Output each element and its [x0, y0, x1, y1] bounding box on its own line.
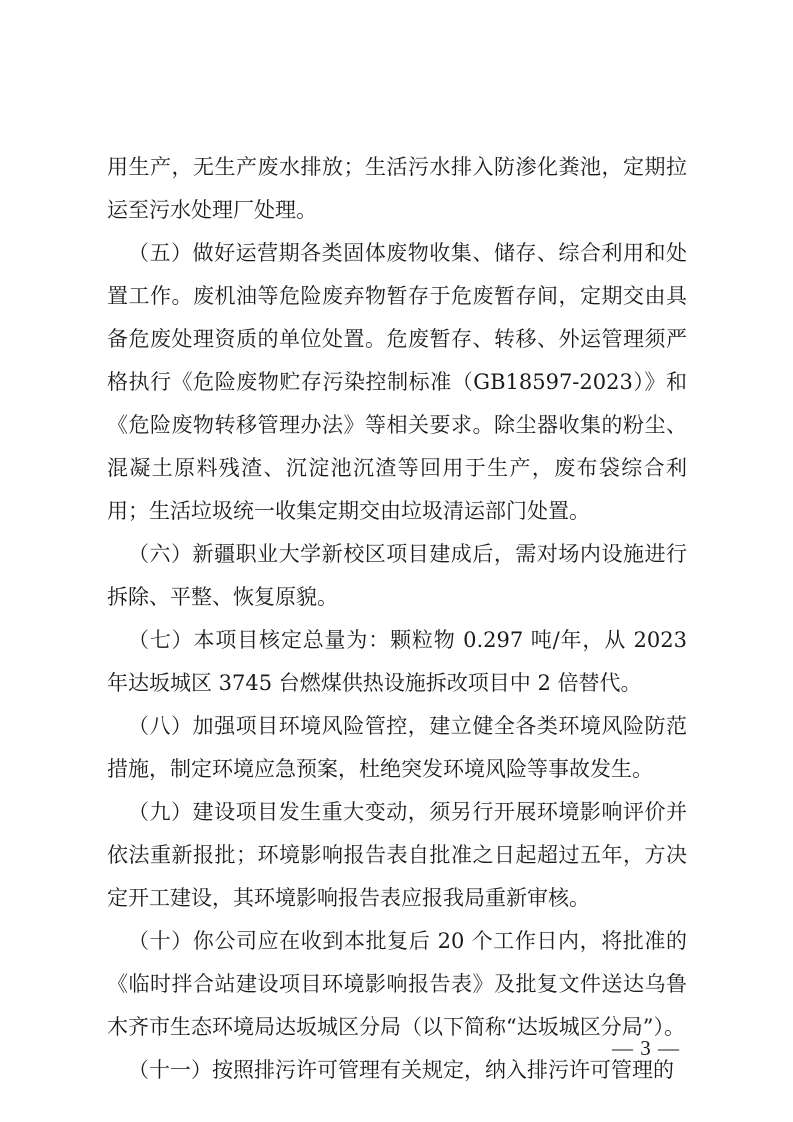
paragraph-item-9: （九）建设项目发生重大变动，须另行开展环境影响评价并依法重新报批；环境影响报告表自批准之日起超过五年，方决定开工建设，其环境影响报告表应报我局重新审核。	[107, 800, 687, 910]
paragraph-continuation: 用生产，无生产废水排放；生活污水排入防渗化粪池，定期拉运至污水处理厂处理。	[107, 155, 687, 222]
paragraph-item-5: （五）做好运营期各类固体废物收集、储存、综合利用和处置工作。废机油等危险废弃物暂存于危废暂存间，定期交由具备危废处理资质的单位处置。危废暂存、转移、外运管理须严格执行《危险废物贮存污染控制标准（GB18597-2023）》和《危险废物转移管理办法》等相关要求。除尘器收集的粉尘、混凝土原料残渣、沉淀池沉渣等回用于生产，废布袋综合利用；生活垃圾统一收集定期交由垃圾清运部门处置。	[107, 241, 687, 523]
paragraph-item-7: （七）本项目核定总量为：颗粒物 0.297 吨/年，从 2023 年达坂城区 3745 台燃煤供热设施拆改项目中 2 倍替代。	[107, 628, 687, 695]
paragraph-item-8: （八）加强项目环境风险管控，建立健全各类环境风险防范措施，制定环境应急预案，杜绝突发环境风险等事故发生。	[107, 714, 687, 781]
paragraph-item-10: （十）你公司应在收到本批复后 20 个工作日内，将批准的《临时拌合站建设项目环境影响报告表》及批复文件送达乌鲁木齐市生态环境局达坂城区分局（以下简称“达坂城区分局”）。	[107, 929, 687, 1039]
document-body	[107, 146, 687, 1092]
page-number: — 3 —	[612, 1036, 680, 1060]
paragraph-item-6: （六）新疆职业大学新校区项目建成后，需对场内设施进行拆除、平整、恢复原貌。	[107, 542, 687, 609]
paragraph-item-11: （十一）按照排污许可管理有关规定，纳入排污许可管理的	[128, 1058, 674, 1082]
